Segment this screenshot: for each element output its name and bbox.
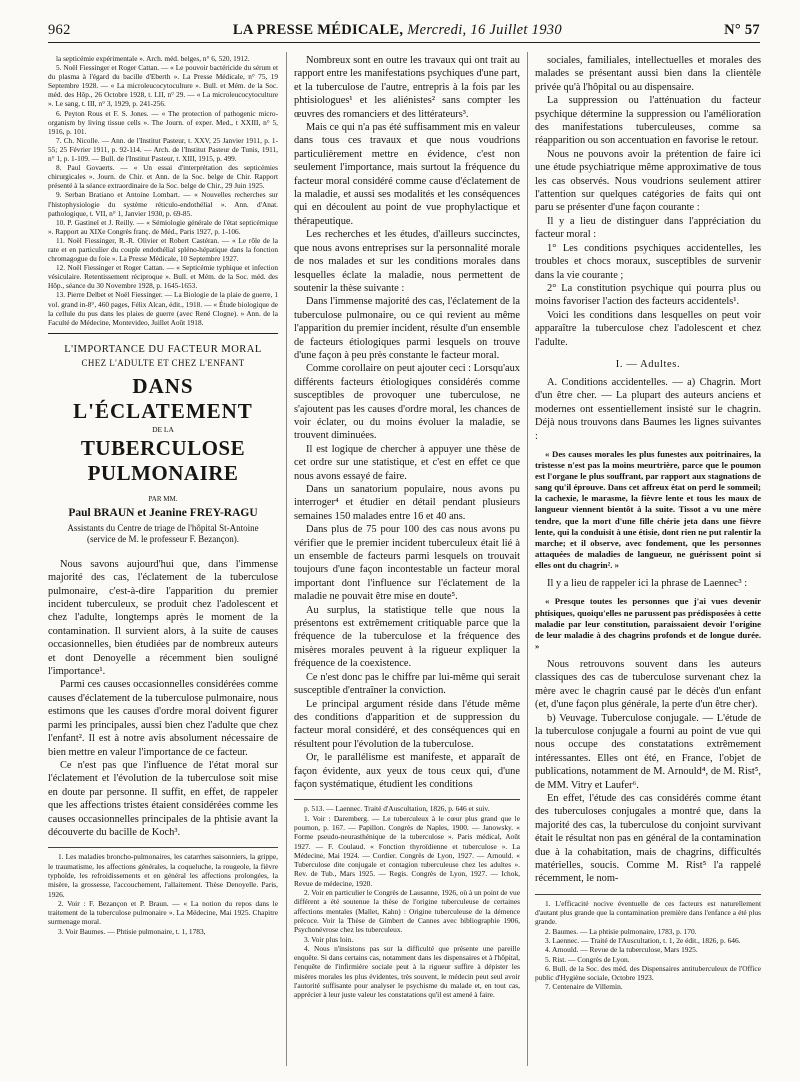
footnote: 2. Baumes. — La phtisie pulmonaire, 1783, p. 170. — [545, 926, 697, 936]
footnotes — [294, 799, 520, 999]
footnote: 7. Centenaire de Villemin. — [545, 982, 623, 992]
body-paragraph: 2° La constitution psychique qui pourra plus ou moins favoriser l'action des facteurs accidentels¹. — [535, 282, 761, 308]
references-list — [48, 54, 278, 327]
column-divider — [286, 52, 287, 1066]
body-paragraph: Mais ce qui n'a pas été suffisamment mis en valeur dans tous ces travaux et que nous voudrions particulièrement mettre en évidence, c'est non seulement l'importance, mais surtout la fréquence du facteur moral considéré comme cause d'éclatement de la maladie, et aussi ses modalités et les conséquences qui en découlent au point de vue prophylactique et thérapeutique. — [294, 122, 520, 227]
issue-date: Mercredi, 16 Juillet 1930 — [407, 22, 562, 38]
footnotes — [535, 894, 761, 992]
body-paragraph: Nous retrouvons souvent dans les auteurs classiques des cas de tuberculose survenant chez la mère avec le chagrin causé par le décès d'un enfant (et, d'une façon plus générale, la perte d'un être cher). — [535, 658, 761, 711]
body-paragraph: Au surplus, la statistique telle que nous la présentons est extrêmement critiquable parce que la fréquence de la tuberculose et la fréquence des misères morales peuvent à la rigueur expliquer la fréquence de la coexistence. — [294, 604, 520, 670]
footnote: 1. Voir : Daremberg. — Le tuberculeux à le cœur plus grand que le poumon, p. 167. — Papillon. Congrès de Naples, 1900. — Janowsky. « Forme pseudo-neurasthénique de la tuberculose ». Paris médical, Août 1927. — F. Coulaud. « Fonction thyroïdienne et tuberculose ». La Médecine, Mai 1924. — Cordier. Congrès de Lyon, 1927. — Arnould. « Tuberculose dite conjugale et contagion tuberculeuse chez les adultes ». Rev. de Tub., Mars 1925. — Regis. Congrès de Lyon, 1927. — Ichok, Revue de médecine, 1920. — [294, 813, 520, 888]
reference-item: 13. Pierre Delbet et Noël Fiessinger. — La Biologie de la plaie de guerre, 1 vol. grand in-8°, 460 pages, Félix Alcan, édit., 1918. — « Étude biologique de la cellule du pus dans les plaies de guerre (avec René Clogne). » Ann. de la Faculté de Médecine, Montevideo, Juillet Août 1918. — [48, 290, 278, 327]
reference-item: 12. Noël Fiessinger et Roger Cattan. — « Septicémie typhique et infection vésiculaire. Retentissement réciproque ». Bull. et Mém. de la Soc. méd. des Hôp., séance du 30 Novembre 1928, p. 1645-1653. — [48, 263, 278, 291]
body-paragraph: Le principal argument réside dans l'étude même des conditions d'apparition et de suppression du facteur moral considéré, et des conséquences qui en résultent pour l'évolution de la tuberculose. — [294, 698, 520, 750]
journal-masthead — [233, 22, 562, 39]
body-paragraph: Nous savons aujourd'hui que, dans l'immense majorité des cas, l'éclatement de la tuberculose pulmonaire, c'est-à-dire l'apparition du premier incident tuberculeux, se produit chez l'adolescent et chez l'adulte, longtemps après le moment de la contamination. Il survient alors, à la suite de causes occasionnelles, bien étudiées par de nombreux auteurs et dont Denoyelle a récemment bien souligné l'importance¹. — [48, 558, 278, 678]
article-title-line: DANS L'ÉCLATEMENT — [73, 373, 253, 423]
body-paragraph: Il y a lieu de distinguer dans l'appréciation du facteur moral : — [535, 215, 761, 241]
issue-number: N° 57 — [724, 22, 760, 38]
article-title-line: CHEZ L'ADULTE ET CHEZ L'ENFANT — [81, 357, 245, 368]
column-2 — [294, 54, 520, 1064]
article-title-block — [48, 344, 278, 546]
reference-item: 6. Peyton Rous et F. S. Jones. — « The protection of pathogenic micro-organism by living tissue cells ». The Journ. of exper. Med., t XXIII, n° 5, 1916, p. 101. — [48, 108, 278, 136]
body-paragraph: Dans plus de 75 pour 100 des cas nous avons pu vérifier que le premier incident tuberculeux était lié à un ensemble de facteurs parmi lesquels on trouvait toujours d'une façon incontestable un facteur moral important dont l'influence sur l'éclatement de la maladie ne pouvait être mise en doute⁵. — [294, 524, 520, 603]
footnote: 3. Laennec. — Traité de l'Auscultation, t. 1, 2e édit., 1826, p. 646. — [545, 935, 741, 945]
section-divider — [48, 333, 278, 334]
reference-item: 11. Noël Fiessinger, R.-R. Olivier et Robert Castéran. — « Le rôle de la rate et en particulier du couple endothélial spléno-hépatique dans la fonction chromagogue du foie ». La Presse Médicale, 10 Septembre 1927. — [48, 235, 278, 264]
reference-item: 7. Ch. Nicolle. — Ann. de l'Institut Pasteur, t. XXV, 25 Janvier 1911, p. 1-55; 25 Février 1911, p. 92-114. — Arch. de l'Institut Pasteur de Tunis, 1911, n° 1, p. 1-109. — Bull. de l'Institut Pasteur, t. XIII, 1915, p. 499. — [48, 135, 278, 164]
section-heading: I. — Adultes. — [615, 358, 681, 370]
body-paragraph: La suppression ou l'atténuation du facteur psychique détermine la suppression ou l'amélioration des manifestations tuberculeuses, comme sa réapparition ou son accentuation en favorise le retour. — [535, 95, 761, 147]
footnote: 3. Voir plus loin. — [304, 934, 354, 944]
column-1 — [48, 54, 278, 1064]
page-number: 962 — [48, 22, 71, 38]
reference-item: 5. Noël Fiessinger et Roger Cattan. — « Le pouvoir bactéricide du sérum et du plasma à l'égard du bacille d'Eberth ». La Presse Médicale, n° 75, 19 Septembre 1928. — « La microleucocytoculture ». Bull. et Mém. de la Soc. méd. des Hôp., 26 Octobre 1928, t. LII, n° 29. — « La microleucocytoculture ». Le sang, t. III, n° 3, 1929, p. 241-256. — [48, 63, 278, 109]
journal-title: LA PRESSE MÉDICALE, — [232, 22, 404, 38]
column-divider — [527, 52, 528, 1066]
article-title-line: L'IMPORTANCE DU FACTEUR MORAL — [64, 343, 262, 355]
reference-item: 9. Serban Bratiano et Antoine Lombart. — « Nouvelles recherches sur l'histophysiologie du système réticulo-endothélial ». Ann. d'Anat. pathologique, t. VII, n° 1, Janvier 1930, p. 69-85. — [48, 190, 278, 218]
byline-prefix: PAR MM. — [148, 494, 178, 503]
footnote: 1. L'efficacité nocive éventuelle de ces facteurs est naturellement d'autant plus grande que la contamination première dans l'enfance a été plus grande. — [535, 898, 761, 927]
footnote: 4. Arnould. — Revue de la tuberculose, Mars 1925. — [545, 945, 698, 955]
body-paragraph: Il est logique de chercher à appuyer une thèse de cet ordre sur une statistique, et c'est en effet ce que nous avons essayé de faire. — [294, 443, 520, 482]
page-header — [48, 22, 760, 43]
article-title-line: TUBERCULOSE PULMONAIRE — [80, 435, 246, 485]
footnote: 1. Les maladies broncho-pulmonaires, les catarrhes saisonniers, la grippe, le traumatisme, les affections générales, la coqueluche, la rougeole, la fièvre typhoïde, les refroidissements et en général les affections prolongées, la misère, la grossesse, l'accouchement, l'allaitement. Thèse Denoyelle. Paris, 1926. — [48, 852, 278, 899]
footnote: 4. Nous n'insistons pas sur la difficulté que présente une pareille enquête. Si dans certains cas, notamment dans les dispensaires et à l'hôpital, l'enquête de l'infirmière sociale peut à la rigueur suffire à dépister les misères morales les plus évidentes, très souvent, le médecin peut seul avoir l'autorité suffisante pour analyser le psychisme du malade et, en tout cas, apprécier à leur juste valeur les constatations qu'il est amené à faire. — [294, 943, 520, 1000]
body-paragraph: Ce n'est donc pas le chiffre par lui-même qui serait susceptible d'entraîner la conviction. — [294, 671, 520, 697]
article-title-line: DE LA — [152, 424, 174, 434]
body-paragraph: Comme corollaire on peut ajouter ceci : Lorsqu'aux différents facteurs étiologiques considérés comme susceptibles de provoquer une tuberculose, ne s'ajoutent pas les causes d'ordre moral, les chances de voir éclater, ou du moins évoluer la maladie, se trouvent diminuées. — [294, 363, 520, 442]
column-3 — [535, 54, 761, 1064]
reference-item: 10. P. Gastinel et J. Reilly. — « Sémiologie générale de l'état septicémique ». Rapport au XIXe Congrès franç. de Méd., Paris 1927, p. 1-106. — [48, 217, 278, 236]
body-paragraph: A. Conditions accidentelles. — a) Chagrin. Mort d'un être cher. — La plupart des auteurs anciens et modernes ont essentiellement insisté sur le chagrin. Déjà nous trouvons dans Baumes les lignes suivantes : — [535, 376, 761, 442]
body-paragraph: Nous ne pouvons avoir la prétention de faire ici une étude psychiatrique même approximative de tous les cas observés. Nous voudrions seulement attirer l'attention sur quelques catégories de faits qui ont paru se présenter d'une façon courante : — [535, 148, 761, 214]
body-paragraph: Or, le parallélisme est manifeste, et apparaît de façon évidente, aux yeux de tous ceux qui, d'une façon systématique, étudient les conditions — [294, 752, 520, 790]
body-paragraph: Voici les conditions dans lesquelles on peut voir apparaître la tuberculose chez l'adolescent et chez l'adulte. — [535, 309, 761, 348]
body-paragraph: Les recherches et les études, d'ailleurs succinctes, que nous avons entreprises sur la personnalité morale de nos malades et sur les conditions morales dans lesquelles éclate la maladie, nous permettent de soutenir la thèse suivante : — [294, 229, 520, 294]
footnote: 3. Voir Baumes. — Phtisie pulmonaire, t. 1, 1783, — [58, 926, 206, 936]
block-quote: « Presque toutes les personnes que j'ai vues devenir phtisiques, quoiqu'elles ne parussent pas prédisposées à cette maladie par leur constitution, paraissaient devoir l'origine de leur maladie à des chagrins profonds et de longue durée. » — [535, 596, 761, 651]
reference-item: la septicémie expérimentale ». Arch. méd. belges, n° 6, 520, 1912. — [56, 54, 250, 63]
body-paragraph: b) Veuvage. Tuberculose conjugale. — L'étude de la tuberculose conjugale a fourni au point de vue qui nous occupe des constatations extrêmement intéressantes. Elles ont été, en France, l'objet de publications, notamment de M. Arnould⁴, de M. Rist⁵, de MM. Vitry et Laufer⁶. — [535, 712, 761, 791]
body-paragraph: Dans un sanatorium populaire, nous avons pu interroger⁴ et étudier en détail pendant plusieurs semaines 150 malades entre 16 et 40 ans. — [294, 484, 520, 522]
footnotes — [48, 847, 278, 936]
reference-item: 8. Paul Govaerts. — « Un essai d'interprétation des septicémies chirurgicales ». Journ. de Chir. et Ann. de la Soc. belge de Chir. Rapport présenté à la séance extraordinaire de la Soc. belge de Chir., 29 Juin 1925. — [48, 163, 278, 191]
footnote: 6. Bull. de la Soc. des méd. des Dispensaires antituberculeux de l'Office public d'Hygiène sociale, Octobre 1923. — [535, 963, 761, 983]
body-paragraph: Dans l'immense majorité des cas, l'éclatement de la tuberculose pulmonaire, ou ce qui revient au même l'apparition du premier incident, résulte d'un ensemble de facteurs étiologiques parmi lesquels on trouve d'une façon à peu près constante le facteur moral. — [294, 296, 520, 361]
body-paragraph: En effet, l'étude des cas considérés comme étant des tuberculoses conjugales a montré que, dans la majorité des cas, la tuberculose du conjoint survivant était le résultat non pas en général de la contamination due à la cohabitation, mais de chagrins, difficultés matérielles, soucis. Comme M. Rist⁵ l'a rappelé récemment, le nom- — [535, 792, 761, 885]
body-paragraph: Parmi ces causes occasionnelles considérées comme causes d'éclatement de la tuberculose pulmonaire, nous estimons que les causes d'ordre moral doivent figurer parmi les principales, aussi bien chez l'adulte que chez l'enfant². Il est à notre avis absolument nécessaire de bien mettre en valeur l'importance de ce facteur. — [48, 679, 278, 758]
footnote: 2. Voir : F. Bezançon et P. Braun. — « La notion du repos dans le traitement de la tuberculose pulmonaire ». La Médecine, Mai 1925. Chapitre surmenage moral. — [48, 898, 278, 927]
block-quote: « Des causes morales les plus funestes aux poitrinaires, la tristesse n'est pas la moins meurtrière, parce que le poumon est l'organe le plus souffrant, par rapport aux stagnations de sang qu'il éprouve. Dans cet affreux état on perd le sommeil; la cachexie, le marasme, la fièvre lente et tous les maux de langueur viennent bientôt à la suite. Tissot a vu une mère tendre, que la mort d'une fille chérie jeta dans une fièvre lente, qui la conduisit à une étisie, dont rien ne put ralentir la marche; et il observe, avec fondement, que les personnes attaquées de maladies de langueur, ne guérissent point si elles ont du chagrin². » — [535, 448, 761, 570]
body-paragraph: 1° Les conditions psychiques accidentelles, les troubles et chocs moraux, susceptibles de survenir dans la vie courante ; — [535, 242, 761, 281]
footnote: 2. Voir en particulier le Congrès de Lausanne, 1926, où à un point de vue différent a été soutenue la thèse de l'origine tuberculeuse de certaines affections mentales (Mallet, Kahn) : Origine tuberculeuse de la démence précoce. Voir la Thèse de Gimbert de Cannes avec bibliographie 1906, Psychonévrose chez les tuberculeux. — [294, 888, 520, 935]
body-paragraph: Nombreux sont en outre les travaux qui ont trait au rapport entre les manifestations psychiques d'une part, et la tuberculose de l'autre, entrepris à la fois par les phtisiologues¹ et les aliénistes² sans compter les œuvres des romanciers et des littérateurs³. — [294, 55, 520, 120]
footnote: 5. Rist. — Congrès de Lyon. — [545, 954, 630, 964]
footnote: p. 513. — Laennec. Traité d'Auscultation, 1826, p. 646 et suiv. — [304, 804, 490, 814]
body-paragraph: Ce n'est pas que l'influence de l'état moral sur l'éclatement et l'évolution de la tuberculose soit mise en doute par personne. Il suffit, en effet, de rappeler que les affections tristes étaient considérées comme les causes occasionnelles principales de la phtisie avant la découverte du bacille de Koch³. — [48, 759, 278, 838]
author-affiliation: Assistants du Centre de triage de l'hôpital St-Antoine (service de M. le professeur F. Bezançon). — [67, 522, 259, 545]
article-authors: Paul BRAUN et Jeanine FREY-RAGU — [68, 506, 258, 519]
body-paragraph: Il y a lieu de rappeler ici la phrase de Laennec³ : — [547, 578, 748, 589]
body-paragraph: sociales, familiales, intellectuelles et morales des malades se présentant aussi bien dans la clientèle privée qu'à l'hôpital ou au dispensaire. — [535, 55, 761, 93]
